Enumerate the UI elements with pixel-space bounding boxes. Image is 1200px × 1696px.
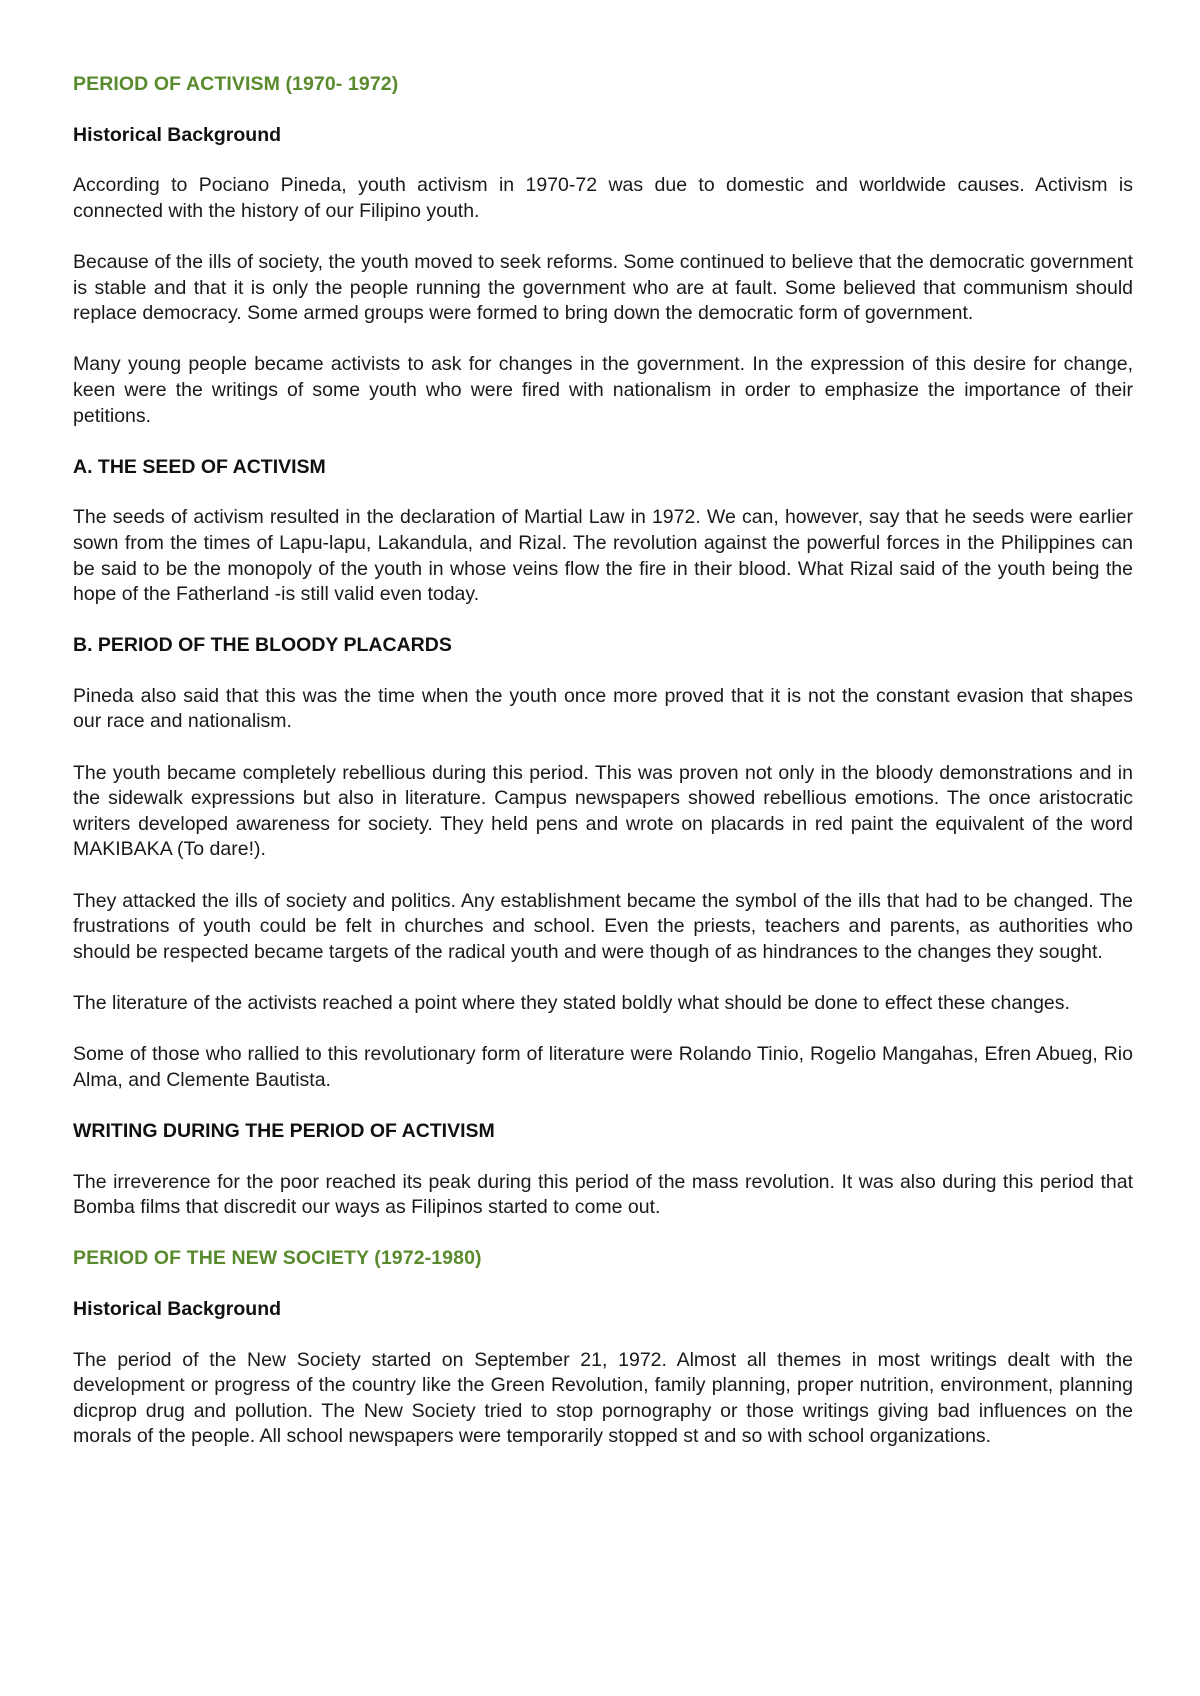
placards-paragraph-1: Pineda also said that this was the time when the youth once more proved that it is not the constant evasion that shapes our race and nationalism. bbox=[73, 684, 1133, 733]
placards-paragraph-4: The literature of the activists reached a point where they stated boldly what should be done to effect these changes. bbox=[73, 992, 1070, 1014]
writing-paragraph-1: The irreverence for the poor reached its peak during this period of the mass revolution. It was also during this period that Bomba films that discredit our ways as Filipinos started to come out. bbox=[73, 1170, 1133, 1219]
section-title-new-society: PERIOD OF THE NEW SOCIETY (1972-1980) bbox=[73, 1247, 482, 1270]
seed-of-activism-heading: A. THE SEED OF ACTIVISM bbox=[73, 455, 326, 478]
activism-paragraph-3: Many young people became activists to ask for changes in the government. In the expression of this desire for change, keen were the writings of some youth who were fired with nationalism in order to emphasize the importance of their petitions. bbox=[73, 353, 1133, 427]
activism-paragraph-1: According to Pociano Pineda, youth activism in 1970-72 was due to domestic and worldwide causes. Activism is connected with the history of our Filipino youth. bbox=[73, 174, 1133, 222]
seed-paragraph-1: The seeds of activism resulted in the declaration of Martial Law in 1972. We can, however, say that he seeds were earlier sown from the times of Lapu-lapu, Lakandula, and Rizal. The revolution against the powerful forces in the Philippines can be said to be the monopoly of the youth in whose veins flow the fire in their blood. What Rizal said of the youth being the hope of the Fatherland -is still valid even today. bbox=[73, 506, 1133, 606]
section-title-activism: PERIOD OF ACTIVISM (1970- 1972) bbox=[73, 73, 399, 95]
placards-paragraph-5: Some of those who rallied to this revolutionary form of literature were Rolando Tinio, Rogelio Mangahas, Efren Abueg, Rio Alma, and Clemente Bautista. bbox=[73, 1043, 1133, 1091]
activism-historical-background-heading: Historical Background bbox=[73, 123, 282, 146]
document-page bbox=[73, 72, 1133, 1450]
placards-paragraph-2: The youth became completely rebellious during this period. This was proven not only in the bloody demonstrations and in the sidewalk expressions but also in literature. Campus newspapers showed rebellious emotions. The once aristocratic writers developed awareness for society. They held pens and wrote on placards in red paint the equivalent of the word MAKIBAKA (To dare!). bbox=[73, 761, 1133, 861]
new-society-historical-background-heading: Historical Background bbox=[73, 1297, 282, 1320]
new-society-paragraph-1: The period of the New Society started on September 21, 1972. Almost all themes in most writings dealt with the development or progress of the country like the Green Revolution, family planning, proper nutrition, environment, planning dicprop drug and pollution. The New Society tried to stop pornography or those writings giving bad influences on the morals of the people. All school newspapers were temporarily stopped st and so with school organizations. bbox=[73, 1348, 1133, 1448]
bloody-placards-heading: B. PERIOD OF THE BLOODY PLACARDS bbox=[73, 634, 452, 657]
writing-during-activism-heading: WRITING DURING THE PERIOD OF ACTIVISM bbox=[73, 1119, 495, 1142]
placards-paragraph-3: They attacked the ills of society and politics. Any establishment became the symbol of the ills that had to be changed. The frustrations of youth could be felt in churches and school. Even the priests, teachers and parents, as authorities who should be respected became targets of the radical youth and were though of as hindrances to the changes they sought. bbox=[73, 889, 1133, 963]
activism-paragraph-2: Because of the ills of society, the youth moved to seek reforms. Some continued to believe that the democratic government is stable and that it is only the people running the government who are at fault. Some believed that communism should replace democracy. Some armed groups were formed to bring down the democratic form of government. bbox=[73, 250, 1133, 325]
